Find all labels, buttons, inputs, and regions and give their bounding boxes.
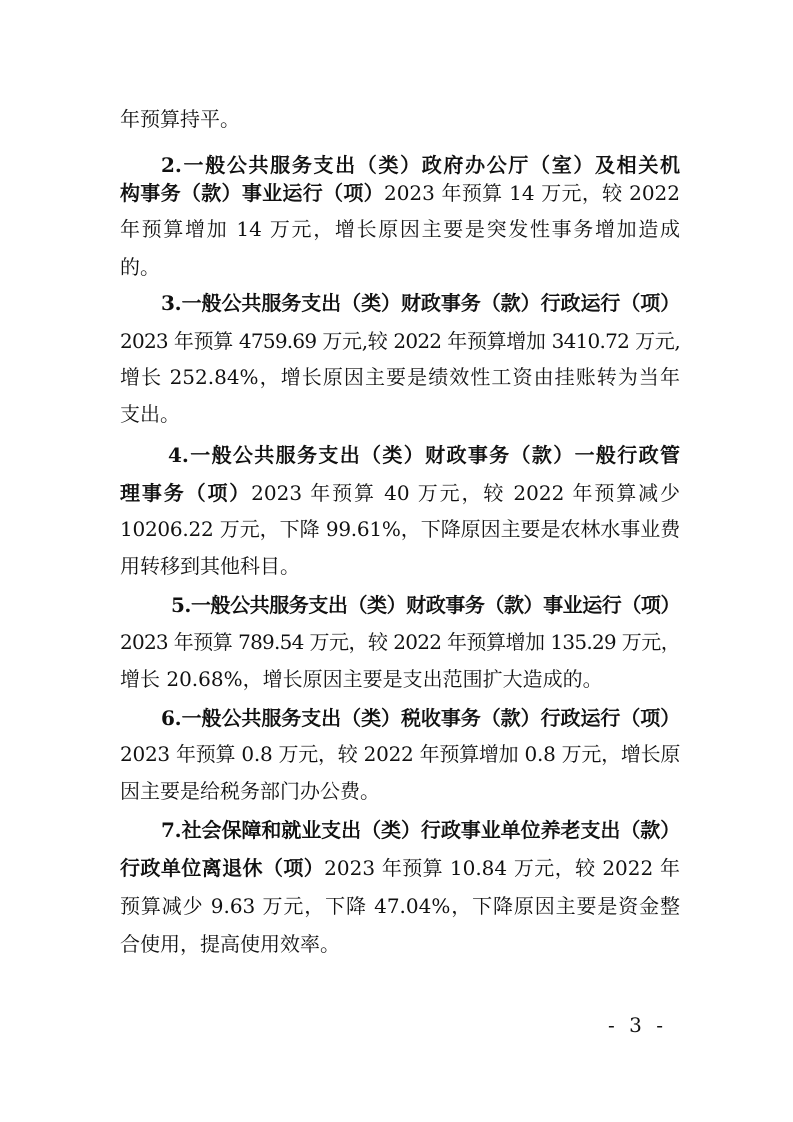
paragraph-6-line-3 <box>120 931 680 957</box>
body-text: 2023 年预算 10.84 万元，较 2022 年 <box>324 856 681 880</box>
paragraph-3-line-2 <box>120 516 680 542</box>
body-text: 年预算持平。 <box>120 107 240 131</box>
paragraph-3-line-0 <box>168 442 680 468</box>
paragraph-2-line-2 <box>120 364 680 390</box>
item-heading: 6.一般公共服务支出（类）税收事务（款）行政运行（项） <box>161 706 680 730</box>
paragraph-1-line-1 <box>120 180 680 206</box>
paragraph-6-line-2 <box>120 893 680 919</box>
paragraph-1-line-0 <box>161 152 680 178</box>
body-text: 10206.22 万元，下降 99.61%，下降原因主要是农林水事业费 <box>120 517 680 541</box>
body-text: 2023 年预算 0.8 万元，较 2022 年预算增加 0.8 万元，增长原 <box>120 742 681 766</box>
paragraph-3-line-1 <box>120 480 680 506</box>
paragraph-5-line-2 <box>120 778 680 804</box>
item-heading: 5.一般公共服务支出（类）财政事务（款）事业运行（项） <box>171 593 680 617</box>
paragraph-2-line-0 <box>161 290 680 316</box>
body-text: 2023 年预算 40 万元，较 2022 年预算减少 <box>251 481 680 505</box>
body-text: 2023 年预算 789.54 万元，较 2022 年预算增加 135.29 万元， <box>120 630 680 654</box>
body-text: 增长 20.68%，增长原因主要是支出范围扩大造成的。 <box>120 667 603 691</box>
item-heading: 2.一般公共服务支出（类）政府办公厅（室）及相关机 <box>161 153 680 177</box>
paragraph-1-line-3 <box>120 254 680 280</box>
item-heading: 4.一般公共服务支出（类）财政事务（款）一般行政管 <box>168 443 680 467</box>
paragraph-5-line-1 <box>120 741 680 767</box>
paragraph-3-line-3 <box>120 553 680 579</box>
body-text: 增长 252.84%，增长原因主要是绩效性工资由挂账转为当年 <box>120 365 680 389</box>
body-text: 预算减少 9.63 万元，下降 47.04%，下降原因主要是资金整 <box>120 894 680 918</box>
body-text: 年预算增加 14 万元，增长原因主要是突发性事务增加造成 <box>120 217 680 241</box>
paragraph-2-line-3 <box>120 401 680 427</box>
paragraph-4-line-0 <box>171 592 680 618</box>
paragraph-4-line-2 <box>120 666 680 692</box>
item-heading: 3.一般公共服务支出（类）财政事务（款）行政运行（项） <box>161 291 680 315</box>
body-text: 2023 年预算 14 万元，较 2022 <box>383 181 680 205</box>
item-heading: 理事务（项） <box>120 481 252 505</box>
page-number: - 3 - <box>608 1013 667 1037</box>
body-text: 的。 <box>120 255 160 279</box>
item-heading: 行政单位离退休（项） <box>120 856 325 880</box>
paragraph-4-line-1 <box>120 629 680 655</box>
paragraph-6-line-0 <box>161 817 680 843</box>
paragraph-0-line-0 <box>120 106 680 132</box>
body-text: 2023 年预算 4759.69 万元,较 2022 年预算增加 3410.72 万元, <box>120 329 680 353</box>
body-text: 用转移到其他科目。 <box>120 554 300 578</box>
body-text: 合使用，提高使用效率。 <box>120 932 340 956</box>
item-heading: 构事务（款）事业运行（项） <box>120 181 384 205</box>
paragraph-2-line-1 <box>120 328 680 354</box>
body-text: 因主要是给税务部门办公费。 <box>120 779 380 803</box>
item-heading: 7.社会保障和就业支出（类）行政事业单位养老支出（款） <box>161 818 680 842</box>
paragraph-6-line-1 <box>120 855 680 881</box>
body-text: 支出。 <box>120 402 180 426</box>
paragraph-1-line-2 <box>120 216 680 242</box>
paragraph-5-line-0 <box>161 705 680 731</box>
